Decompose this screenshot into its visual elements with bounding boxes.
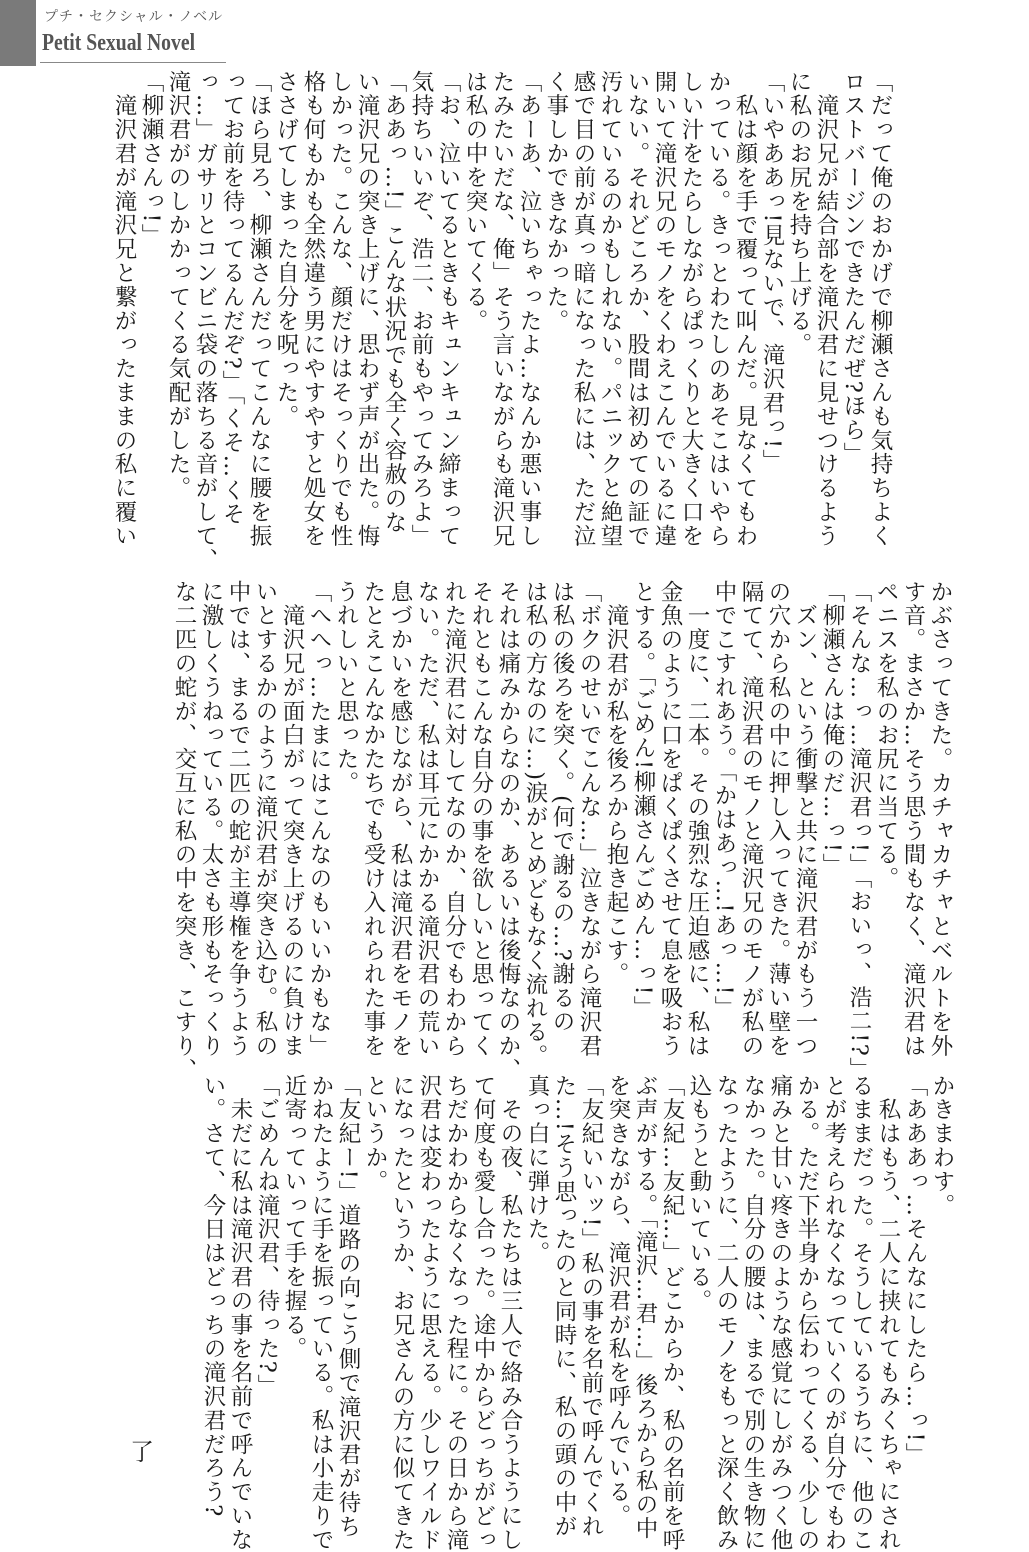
text-column: を突きながら、滝沢君が私を呼んでいる。 (605, 1074, 631, 1529)
text-column: たとえこんなかたちでも受け入れられた事を (360, 580, 386, 1058)
text-column: 「あああっ…そんなにしたら…っ!」 (902, 1074, 928, 1467)
text-column: しかった。こんな、顔だけはそっくりでも性 (327, 70, 353, 548)
text-column: す音。まさか…そう思う間もなく、滝沢君は (900, 580, 926, 1058)
series-title-japanese: プチ・セクシャル・ノベル (44, 9, 224, 25)
text-column: 「いやああっ!見ないで、滝沢君っ!」 (759, 70, 785, 474)
text-column: 滝沢君が滝沢兄と繋がったままの私に覆い (111, 70, 137, 548)
text-column: く事しかできなかった。 (543, 70, 569, 333)
text-column: になったというか、お兄さんの方に似てきた (389, 1074, 415, 1552)
text-column: ない。ただ、私は耳元にかかる滝沢君の荒い (414, 580, 440, 1058)
text-column: かねたように手を振っている。私は小走りで (308, 1074, 334, 1552)
text-column: ズン、という衝撃と共に滝沢君がもう一つ (792, 580, 818, 1058)
text-column: 「ごめんね滝沢君、待った?」 (254, 1074, 280, 1399)
text-column: 「そんな…っ…滝沢君っ!」「おいっ、浩二!?」 (846, 580, 872, 1082)
text-column: れた滝沢君に対してなのか、自分でもわから (441, 580, 467, 1058)
text-column: 私は顔を手で覆って叫んだ。見なくてもわ (732, 70, 758, 548)
text-column: 汚れているのかもしれない。パニックと絶望 (597, 70, 623, 548)
text-column: 痛みと甘い疼きのような感覚にしがみつく他 (767, 1074, 793, 1552)
text-block-top (110, 70, 893, 572)
text-column: ってお前を待ってるんだぞ?」「くそ…くそ (219, 70, 245, 527)
text-column: 「ああっ…!」こんな状況でも全く容赦のな (381, 70, 407, 535)
text-column: 中では、まるで二匹の蛇が主導権を争うよう (225, 580, 251, 1058)
text-column: 滝沢君が私を後ろから抱き起こす。 (603, 580, 629, 987)
text-column: っ…」ガサリとコンビニ袋の落ちる音がして、 (192, 70, 218, 572)
series-title-english: Petit Sexual Novel (42, 30, 196, 56)
text-column: ぶ声がする。「滝沢…君…」後ろから私の中 (632, 1074, 658, 1541)
text-column: ペニスを私のお尻に当てる。 (873, 580, 899, 891)
text-column: とする。「ごめん!柳瀬さんごめん…っ!」 (630, 580, 656, 1020)
text-column: 開いて滝沢兄のモノをくわえこんでいるに違 (651, 70, 677, 548)
text-column: 滝沢君がのしかかってくる気配がした。 (165, 70, 191, 501)
text-column: その夜、私たちは三人で絡み合うようにし (497, 1074, 523, 1552)
text-column: かきまわす。 (929, 1074, 955, 1218)
text-column: た…!そう思ったのと同時に、私の頭の中が (551, 1074, 577, 1539)
text-column: い滝沢兄の突き上げに、思わず声が出た。悔 (354, 70, 380, 548)
text-column: 金魚のように口をぱくぱくさせて息を吸おう (657, 580, 683, 1058)
text-column: ロストバージンできたんだぜ?ほら」 (840, 70, 866, 466)
text-column: 滝沢兄が結合部を滝沢君に見せつけるよう (813, 70, 839, 548)
text-column: に私のお尻を持ち上げる。 (786, 70, 812, 357)
header-gray-tab (0, 0, 36, 66)
text-column: かっている。きっとわたしのあそこはいやら (705, 70, 731, 548)
text-column: 「お、泣いてるときもキュンキュン締まって (435, 70, 461, 548)
text-column: 「へへっ…たまにはこんなのもいいかもな」 (306, 580, 332, 1058)
text-column: に激しくうねっている。太さも形もそっくり (198, 580, 224, 1058)
text-column: 「友紀いいッ!」私の事を名前で呼んでくれ (578, 1074, 604, 1539)
text-column: かる。ただ下半身から伝わってくる、少しの (794, 1074, 820, 1552)
header-divider (40, 62, 226, 63)
text-column: て何度も愛し合った。途中からどっちがどっ (470, 1074, 496, 1552)
text-column: 「柳瀬さんは俺のだ…っ!」 (819, 580, 845, 878)
text-column: 一度に、二本。その強烈な圧迫感に、私は (684, 580, 710, 1058)
text-column: というか。 (362, 1074, 388, 1194)
text-column: 私はもう、二人に挟れてもみくちゃにされ (875, 1074, 901, 1552)
text-column: 格も何もかも全然違う男にやすやすと処女を (300, 70, 326, 548)
text-column: いない。それどころか、股間は初めての証で (624, 70, 650, 548)
text-column: 隔てて、滝沢君のモノと滝沢兄のモノが私の (738, 580, 764, 1058)
text-column: しい汁をたらしながらぱっくりと大きく口を (678, 70, 704, 548)
text-column: いとするかのように滝沢君が突き込む。私の (252, 580, 278, 1058)
text-block-bottom (199, 1074, 955, 1552)
text-column: は私の方なのに…)涙がとめどもなく流れる。 (522, 580, 548, 1069)
text-column: の穴から私の中に押し入ってきた。薄い壁を (765, 580, 791, 1058)
text-column: ちだかわからなくなった程に。その日から滝 (443, 1074, 469, 1552)
text-column: 「ボクのせいでこんな…」泣きながら滝沢君 (576, 580, 602, 1058)
text-column: 沢君は変わったように思える。少しワイルド (416, 1074, 442, 1552)
text-column: は私の中を突いてくる。 (462, 70, 488, 333)
text-column: 感で目の前が真っ暗になった私には、ただ泣 (570, 70, 596, 548)
text-column: かぶさってきた。カチャカチャとベルトを外 (927, 580, 953, 1058)
text-column: うれしいと思った。 (333, 580, 359, 796)
text-column: は私の後ろを突く。(何で謝るの…?謝るの (549, 580, 575, 1034)
text-column: 「柳瀬さんっ!」 (138, 70, 164, 248)
text-column: い。さて、今日はどっちの滝沢君だろう? (200, 1074, 226, 1518)
text-column: とが考えられなくなっていくのが自分でもわ (821, 1074, 847, 1552)
text-column: な二匹の蛇が、交互に私の中を突き、こすり、 (171, 580, 197, 1082)
text-column: たみたいだな、俺」そう言いながらも滝沢兄 (489, 70, 515, 548)
text-column: 未だに私は滝沢君の事を名前で呼んでいな (227, 1074, 253, 1552)
end-mark: 了 (130, 1438, 154, 1466)
text-column: 「だって俺のおかげで柳瀬さんも気持ちよく (867, 70, 893, 548)
text-column: それともこんな自分の事を欲しいと思ってく (468, 580, 494, 1058)
text-column: 「友紀ー!」道路の向こう側で滝沢君が待ち (335, 1074, 361, 1539)
text-column: ささげてしまった自分を呪った。 (273, 70, 299, 429)
text-column: それは痛みからなのか、あるいは後悔なのか、 (495, 580, 521, 1082)
text-column: なったように、二人のモノをもっと深く飲み (713, 1074, 739, 1552)
text-column: 気持ちいいぞ、浩二、お前もやってみろよ」 (408, 70, 434, 548)
text-column: 込もうと動いている。 (686, 1074, 712, 1313)
text-column: 「友紀…友紀…」どこからか、私の名前を呼 (659, 1074, 685, 1552)
text-block-middle (170, 580, 953, 1082)
text-column: 真っ白に弾けた。 (524, 1074, 550, 1266)
text-column: 息づかいを感じながら、私は滝沢君をモノを (387, 580, 413, 1058)
text-column: 中でこすれあう。「かはあっ…!あっ…!」 (711, 580, 737, 1020)
text-column: 近寄っていって手を握る。 (281, 1074, 307, 1361)
text-column: なかった。自分の腰は、まるで別の生き物に (740, 1074, 766, 1552)
text-column: るままだった。そうしているうちに、他のこ (848, 1074, 874, 1552)
text-column: 「ほら見ろ、柳瀬さんだってこんなに腰を振 (246, 70, 272, 548)
text-column: 「あーあ、泣いちゃったよ…なんか悪い事し (516, 70, 542, 548)
text-column: 滝沢兄が面白がって突き上げるのに負けま (279, 580, 305, 1058)
